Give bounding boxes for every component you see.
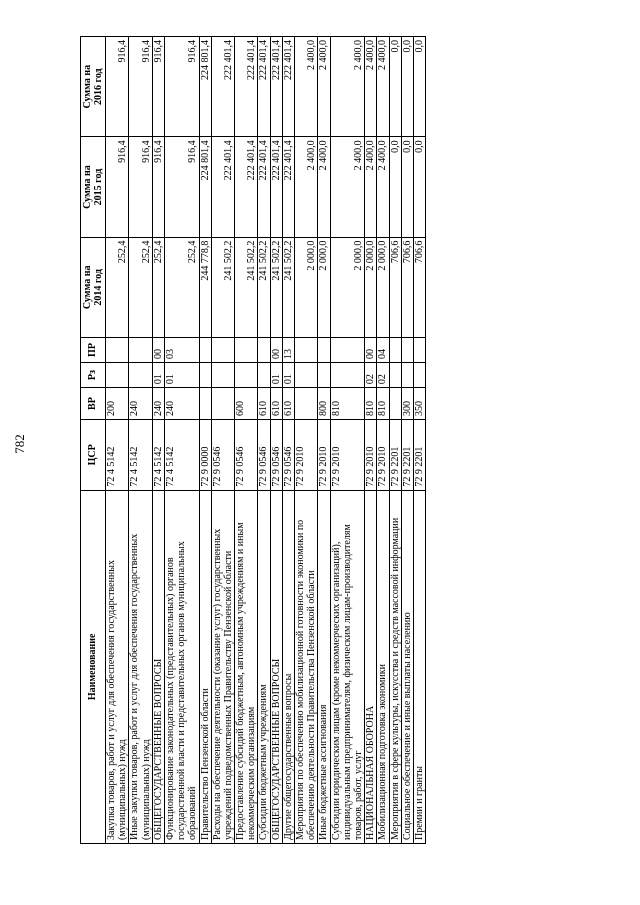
table-row (164, 37, 199, 844)
header-rz: Рз (81, 363, 106, 388)
cell-rz (129, 363, 152, 388)
cell-sum-2014: 706,6 (389, 237, 401, 337)
cell-csr: 72 9 0546 (258, 420, 270, 491)
cell-name: НАЦИОНАЛЬНАЯ ОБОРОНА (365, 490, 377, 843)
cell-csr: 72 9 0000 (199, 420, 211, 491)
cell-pr (235, 337, 258, 362)
cell-rz (330, 363, 365, 388)
cell-sum-2015: 916,4 (152, 137, 164, 237)
cell-sum-2014: 252,4 (129, 237, 152, 337)
cell-sum-2016: 222 401,4 (270, 37, 282, 137)
cell-sum-2015: 222 401,4 (270, 137, 282, 237)
cell-rz: 01 (164, 363, 199, 388)
cell-csr: 72 9 2010 (295, 420, 318, 491)
cell-name: Другие общегосударственные вопросы (282, 490, 294, 843)
cell-pr (401, 337, 413, 362)
header-sum-2015-line1: Сумма на (81, 165, 93, 209)
table-header-row (81, 37, 106, 844)
cell-sum-2015: 0,0 (413, 137, 425, 237)
cell-vr: 800 (318, 388, 330, 420)
cell-pr: 00 (152, 337, 164, 362)
cell-sum-2016: 222 401,4 (258, 37, 270, 137)
table-row (235, 37, 258, 844)
cell-vr: 810 (365, 388, 377, 420)
cell-rz: 02 (365, 363, 377, 388)
cell-sum-2016: 2 400,0 (318, 37, 330, 137)
header-name: Наименование (81, 490, 106, 843)
cell-name: Закупка товаров, работ и услуг для обеспечения государственных (муниципальных) нужд (106, 490, 129, 843)
cell-rz (199, 363, 211, 388)
cell-rz (401, 363, 413, 388)
table-row (211, 37, 234, 844)
cell-vr: 240 (129, 388, 152, 420)
cell-sum-2016: 222 401,4 (282, 37, 294, 137)
cell-csr: 72 4 5142 (106, 420, 129, 491)
cell-sum-2016: 916,4 (106, 37, 129, 137)
header-vr: ВР (81, 388, 106, 420)
cell-csr: 72 4 5142 (129, 420, 152, 491)
header-pr: ПР (81, 337, 106, 362)
cell-sum-2016: 2 400,0 (365, 37, 377, 137)
cell-sum-2015: 222 401,4 (282, 137, 294, 237)
table-row (106, 37, 129, 844)
header-sum-2015 (81, 137, 106, 237)
cell-sum-2016: 916,4 (152, 37, 164, 137)
cell-sum-2014: 252,4 (164, 237, 199, 337)
cell-sum-2015: 2 400,0 (330, 137, 365, 237)
cell-name: Функционирование законодательных (представительных) органов государственной власти и представительных органов муниципальных образований (164, 490, 199, 843)
cell-rz (295, 363, 318, 388)
table-row (389, 37, 401, 844)
cell-pr (129, 337, 152, 362)
cell-csr: 72 9 2010 (365, 420, 377, 491)
cell-sum-2016: 0,0 (401, 37, 413, 137)
table-row (318, 37, 330, 844)
cell-vr (389, 388, 401, 420)
cell-sum-2016: 2 400,0 (295, 37, 318, 137)
cell-name: Премии и гранты (413, 490, 425, 843)
cell-csr: 72 9 2010 (318, 420, 330, 491)
cell-rz (211, 363, 234, 388)
cell-csr: 72 9 2010 (330, 420, 365, 491)
table-row (258, 37, 270, 844)
table-row (377, 37, 389, 844)
cell-csr: 72 9 0546 (211, 420, 234, 491)
cell-rz (318, 363, 330, 388)
cell-sum-2014: 706,6 (401, 237, 413, 337)
cell-vr: 610 (258, 388, 270, 420)
cell-pr (211, 337, 234, 362)
cell-name: Мероприятия по обеспечению мобилизационной готовности экономики по обеспечению деятельности Правительства Пензенской области (295, 490, 318, 843)
cell-name: Социальное обеспечение и иные выплаты населению (401, 490, 413, 843)
cell-sum-2014: 2 000,0 (377, 237, 389, 337)
cell-pr (295, 337, 318, 362)
cell-pr (318, 337, 330, 362)
cell-sum-2015: 224 801,4 (199, 137, 211, 237)
cell-sum-2015: 2 400,0 (295, 137, 318, 237)
cell-sum-2016: 916,4 (129, 37, 152, 137)
cell-sum-2015: 916,4 (106, 137, 129, 237)
cell-csr: 72 9 0546 (282, 420, 294, 491)
header-sum-2016-line1: Сумма на (81, 64, 93, 109)
cell-sum-2016: 222 401,4 (211, 37, 234, 137)
rotated-table-container (80, 36, 562, 844)
cell-sum-2014: 2 000,0 (295, 237, 318, 337)
cell-rz: 01 (282, 363, 294, 388)
header-sum-2014-line2: 2014 год (93, 269, 104, 306)
cell-vr: 200 (106, 388, 129, 420)
cell-sum-2016: 916,4 (164, 37, 199, 137)
cell-vr: 610 (270, 388, 282, 420)
table-row (401, 37, 413, 844)
header-sum-2014 (81, 237, 106, 337)
cell-sum-2015: 2 400,0 (377, 137, 389, 237)
cell-pr (389, 337, 401, 362)
table-row (413, 37, 425, 844)
cell-rz: 01 (152, 363, 164, 388)
cell-sum-2014: 252,4 (106, 237, 129, 337)
header-sum-2014-line1: Сумма на (81, 265, 93, 310)
page-number: 782 (12, 434, 27, 454)
header-sum-2016 (81, 37, 106, 137)
cell-sum-2015: 0,0 (401, 137, 413, 237)
cell-pr: 00 (270, 337, 282, 362)
cell-sum-2015: 222 401,4 (258, 137, 270, 237)
header-sum-2016-line2: 2016 год (93, 68, 104, 105)
table-row (330, 37, 365, 844)
cell-sum-2015: 222 401,4 (235, 137, 258, 237)
cell-sum-2014: 2 000,0 (318, 237, 330, 337)
cell-pr (106, 337, 129, 362)
cell-sum-2015: 2 400,0 (318, 137, 330, 237)
cell-pr (330, 337, 365, 362)
cell-sum-2015: 0,0 (389, 137, 401, 237)
cell-sum-2015: 916,4 (129, 137, 152, 237)
cell-sum-2016: 224 801,4 (199, 37, 211, 137)
cell-vr (199, 388, 211, 420)
table-row (365, 37, 377, 844)
table-row (129, 37, 152, 844)
cell-rz (106, 363, 129, 388)
table-body (106, 37, 426, 844)
table-row (152, 37, 164, 844)
cell-rz (389, 363, 401, 388)
cell-csr: 72 9 2201 (401, 420, 413, 491)
header-csr: ЦСР (81, 420, 106, 491)
cell-vr: 810 (377, 388, 389, 420)
cell-vr: 300 (401, 388, 413, 420)
cell-rz: 02 (377, 363, 389, 388)
cell-pr (199, 337, 211, 362)
table-row (199, 37, 211, 844)
cell-vr: 810 (330, 388, 365, 420)
cell-name: Мероприятия в сфере культуры, искусства и средств массовой информации (389, 490, 401, 843)
cell-vr (211, 388, 234, 420)
cell-sum-2014: 252,4 (152, 237, 164, 337)
cell-sum-2014: 2 000,0 (365, 237, 377, 337)
cell-csr: 72 9 0546 (270, 420, 282, 491)
cell-sum-2014: 2 000,0 (330, 237, 365, 337)
cell-pr (258, 337, 270, 362)
cell-csr: 72 9 2010 (377, 420, 389, 491)
cell-sum-2016: 0,0 (413, 37, 425, 137)
cell-sum-2016: 2 400,0 (377, 37, 389, 137)
cell-csr: 72 9 2201 (389, 420, 401, 491)
cell-sum-2016: 222 401,4 (235, 37, 258, 137)
budget-table (80, 36, 426, 844)
cell-sum-2015: 222 401,4 (211, 137, 234, 237)
cell-vr: 610 (282, 388, 294, 420)
table-row (282, 37, 294, 844)
cell-sum-2015: 2 400,0 (365, 137, 377, 237)
cell-pr: 04 (377, 337, 389, 362)
cell-name: Иные закупки товаров, работ и услуг для обеспечения государственных (муниципальных) нужд (129, 490, 152, 843)
cell-vr (295, 388, 318, 420)
cell-sum-2015: 916,4 (164, 137, 199, 237)
cell-name: Мобилизационная подготовка экономики (377, 490, 389, 843)
cell-vr: 350 (413, 388, 425, 420)
cell-pr: 00 (365, 337, 377, 362)
header-sum-2015-line2: 2015 год (93, 168, 104, 206)
cell-sum-2014: 244 778,8 (199, 237, 211, 337)
cell-csr: 72 4 5142 (152, 420, 164, 491)
cell-sum-2014: 241 502,2 (211, 237, 234, 337)
cell-name: Предоставление субсидий бюджетным, автономным учреждениям и иным некоммерческим организациям (235, 490, 258, 843)
table-row (270, 37, 282, 844)
cell-vr: 600 (235, 388, 258, 420)
cell-sum-2016: 0,0 (389, 37, 401, 137)
cell-rz (235, 363, 258, 388)
cell-rz (258, 363, 270, 388)
cell-sum-2014: 241 502,2 (235, 237, 258, 337)
cell-name: ОБЩЕГОСУДАРСТВЕННЫЕ ВОПРОСЫ (152, 490, 164, 843)
cell-csr: 72 4 5142 (164, 420, 199, 491)
cell-sum-2014: 241 502,2 (282, 237, 294, 337)
cell-sum-2014: 241 502,2 (258, 237, 270, 337)
cell-name: Расходы на обеспечение деятельности (оказание услуг) государственных учреждений подведомственных Правительству Пензенской области (211, 490, 234, 843)
cell-name: Правительство Пензенской области (199, 490, 211, 843)
cell-name: Субсидии юридическим лицам (кроме некоммерческих организаций), индивидуальным предпринимателям, физическим лицам-производителям товаров, работ, услуг (330, 490, 365, 843)
cell-pr: 13 (282, 337, 294, 362)
cell-name: Иные бюджетные ассигнования (318, 490, 330, 843)
cell-sum-2014: 706,6 (413, 237, 425, 337)
cell-name: ОБЩЕГОСУДАРСТВЕННЫЕ ВОПРОСЫ (270, 490, 282, 843)
table-row (295, 37, 318, 844)
cell-vr: 240 (152, 388, 164, 420)
cell-rz: 01 (270, 363, 282, 388)
cell-name: Субсидии бюджетным учреждениям (258, 490, 270, 843)
cell-pr (413, 337, 425, 362)
cell-pr: 03 (164, 337, 199, 362)
cell-csr: 72 9 2201 (413, 420, 425, 491)
cell-vr: 240 (164, 388, 199, 420)
cell-sum-2016: 2 400,0 (330, 37, 365, 137)
cell-sum-2014: 241 502,2 (270, 237, 282, 337)
cell-csr: 72 9 0546 (235, 420, 258, 491)
cell-rz (413, 363, 425, 388)
